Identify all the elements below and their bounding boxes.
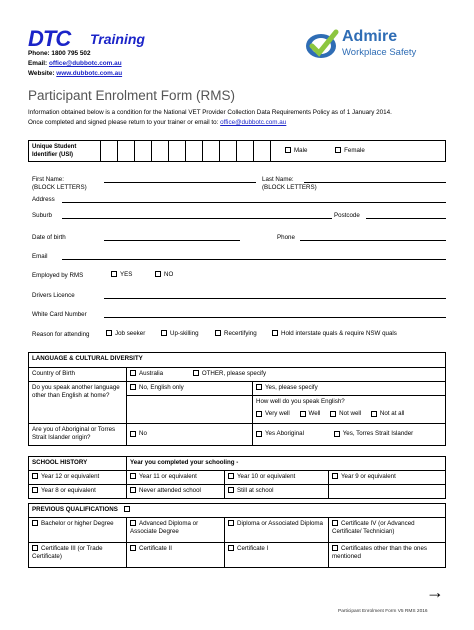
qualifications-table bbox=[28, 503, 446, 568]
employed-no-checkbox[interactable] bbox=[155, 271, 161, 277]
reason-interstate-checkbox[interactable] bbox=[272, 330, 278, 336]
dob-label: Date of birth bbox=[32, 234, 66, 241]
year-8-label: Year 8 or equivalent bbox=[41, 487, 96, 494]
intro-text bbox=[28, 108, 392, 128]
language-heading: LANGUAGE & CULTURAL DIVERSITY bbox=[29, 353, 446, 368]
year-10-label: Year 10 or equivalent bbox=[237, 473, 296, 480]
last-name-label: Last Name: bbox=[262, 176, 294, 183]
cert-other-label: Certificates other than the ones mentioned bbox=[332, 545, 427, 561]
employed-no-label: NO bbox=[164, 271, 174, 278]
blank-cell bbox=[329, 485, 446, 499]
suburb-field[interactable] bbox=[62, 218, 332, 219]
qual-option bbox=[225, 543, 329, 568]
employed-label: Employed by RMS bbox=[32, 272, 84, 279]
not-well-checkbox[interactable] bbox=[330, 411, 336, 417]
reason-job-seeker bbox=[106, 330, 145, 337]
cert-iv-checkbox[interactable] bbox=[332, 520, 338, 526]
qual-option bbox=[29, 543, 127, 568]
email-field[interactable] bbox=[62, 259, 446, 260]
address-field[interactable] bbox=[62, 202, 446, 203]
school-heading: SCHOOL HISTORY bbox=[29, 457, 127, 471]
abo-no-cell bbox=[127, 424, 253, 446]
school-year-heading: Year you completed your schooling - bbox=[127, 457, 446, 471]
year-11-label: Year 11 or equivalent bbox=[139, 473, 197, 480]
reason-upskilling bbox=[161, 330, 199, 337]
blank-cell bbox=[127, 396, 253, 424]
cert-iii-checkbox[interactable] bbox=[32, 545, 38, 551]
usi-digit-box[interactable] bbox=[237, 141, 254, 162]
usi-digit-box[interactable] bbox=[152, 141, 169, 162]
reason-job-seeker-checkbox[interactable] bbox=[106, 330, 112, 336]
other-country-label: OTHER, please specify bbox=[201, 370, 267, 377]
other-country-checkbox[interactable] bbox=[193, 370, 199, 376]
school-option bbox=[225, 471, 329, 485]
footer-text: Participant Enrolment Form V5 RMS 2016 bbox=[338, 609, 428, 614]
diploma-checkbox[interactable] bbox=[228, 520, 234, 526]
employed-yes-checkbox[interactable] bbox=[111, 271, 117, 277]
cert-i-label: Certificate I bbox=[237, 545, 269, 552]
abo-yes-cell bbox=[253, 424, 446, 446]
male-label: Male bbox=[294, 146, 308, 154]
no-english-checkbox[interactable] bbox=[130, 384, 136, 390]
qual-option bbox=[29, 518, 127, 543]
qual-option bbox=[329, 518, 446, 543]
intro-line-2-text: Once completed and signed please return to your trainer or email to: bbox=[28, 119, 221, 126]
well-label: Well bbox=[308, 410, 321, 418]
employed-no bbox=[155, 271, 173, 278]
postcode-field[interactable] bbox=[366, 218, 446, 219]
abo-no-checkbox[interactable] bbox=[130, 431, 136, 437]
qual-option bbox=[225, 518, 329, 543]
reason-job-seeker-label: Job seeker bbox=[115, 330, 146, 337]
usi-digit-box[interactable] bbox=[169, 141, 186, 162]
yes-specify-label: Yes, please specify bbox=[265, 384, 318, 391]
bachelor-checkbox[interactable] bbox=[32, 520, 38, 526]
contact-email-link[interactable]: office@dubbotc.com.au bbox=[48, 60, 122, 67]
other-language-question: Do you speak another language other than English at home? bbox=[29, 382, 127, 424]
address-label: Address bbox=[32, 196, 55, 203]
cert-iii-label: Certificate III (or Trade Certificate) bbox=[32, 545, 103, 561]
email-label: Email bbox=[32, 253, 48, 260]
qualifications-heading bbox=[29, 504, 446, 518]
male-checkbox[interactable] bbox=[285, 147, 291, 153]
admire-title: Admire bbox=[342, 28, 398, 45]
usi-label: Unique Student Identifier (USI) bbox=[29, 141, 101, 162]
language-table bbox=[28, 352, 446, 446]
qual-option bbox=[127, 543, 225, 568]
contact-website-label: Website: bbox=[28, 70, 57, 77]
no-english-cell bbox=[127, 382, 253, 396]
abo-yes-checkbox[interactable] bbox=[256, 431, 262, 437]
adv-diploma-checkbox[interactable] bbox=[130, 520, 136, 526]
usi-digit-box[interactable] bbox=[203, 141, 220, 162]
no-english-label: No, English only bbox=[139, 384, 184, 391]
female-checkbox[interactable] bbox=[335, 147, 341, 153]
dtc-logo-word: Training bbox=[90, 31, 145, 47]
contact-email-label: Email: bbox=[28, 60, 49, 67]
english-proficiency-cell bbox=[253, 396, 446, 424]
first-name-field[interactable] bbox=[104, 182, 256, 183]
aboriginal-question: Are you of Aboriginal or Torres Strait Islander origin? bbox=[29, 424, 127, 446]
licence-field[interactable] bbox=[104, 298, 446, 299]
employed-yes-label: YES bbox=[120, 271, 133, 278]
suburb-label: Suburb bbox=[32, 212, 52, 219]
yes-specify-checkbox[interactable] bbox=[256, 384, 262, 390]
phone-label: Phone bbox=[277, 234, 295, 241]
year-9-label: Year 9 or equivalent bbox=[341, 473, 396, 480]
cert-other-checkbox[interactable] bbox=[332, 545, 338, 551]
employed-yes bbox=[111, 271, 132, 278]
usi-digit-box[interactable] bbox=[118, 141, 135, 162]
usi-digit-box[interactable] bbox=[135, 141, 152, 162]
qual-option bbox=[329, 543, 446, 568]
school-table bbox=[28, 456, 446, 499]
gender-cell bbox=[271, 141, 446, 162]
abo-yes-label: Yes Aboriginal bbox=[265, 430, 304, 438]
reason-recertifying-checkbox[interactable] bbox=[215, 330, 221, 336]
admire-subtitle: Workplace Safety bbox=[342, 47, 417, 58]
phone-field[interactable] bbox=[300, 240, 446, 241]
next-page-arrow-icon[interactable]: → bbox=[426, 582, 444, 602]
yes-specify-cell bbox=[253, 382, 446, 396]
adv-diploma-label: Advanced Diploma or Associate Degree bbox=[130, 520, 199, 536]
intro-line-2 bbox=[28, 118, 392, 128]
qual-option bbox=[127, 518, 225, 543]
reason-interstate bbox=[272, 330, 397, 337]
school-option bbox=[29, 471, 127, 485]
diploma-label: Diploma or Associated Diploma bbox=[237, 520, 323, 527]
reason-upskilling-label: Up-skilling bbox=[170, 330, 199, 337]
not-at-all-checkbox[interactable] bbox=[371, 411, 377, 417]
very-well-checkbox[interactable] bbox=[256, 411, 262, 417]
intro-email-link[interactable]: office@dubbotc.com.au bbox=[220, 119, 287, 126]
white-card-field[interactable] bbox=[104, 317, 446, 318]
dtc-logo-letters: DTC bbox=[28, 26, 71, 51]
white-card-label: White Card Number bbox=[32, 311, 87, 318]
cert-ii-label: Certificate II bbox=[139, 545, 173, 552]
reason-recertifying bbox=[215, 330, 257, 337]
contact-phone: Phone: 1800 795 502 bbox=[28, 50, 91, 57]
qualifications-checkbox[interactable] bbox=[124, 506, 130, 512]
contact-website-row bbox=[28, 69, 122, 79]
first-name-note: (BLOCK LETTERS) bbox=[32, 184, 87, 191]
usi-digit-box[interactable] bbox=[186, 141, 203, 162]
year-9-checkbox[interactable] bbox=[332, 473, 338, 479]
page-title: Participant Enrolment Form (RMS) bbox=[28, 88, 236, 103]
usi-digit-box[interactable] bbox=[101, 141, 118, 162]
school-option bbox=[127, 471, 225, 485]
usi-digit-box[interactable] bbox=[220, 141, 237, 162]
intro-line-1: Information obtained below is a condition for the National VET Provider Collection Data Requirements Policy as of 1 January 2014. bbox=[28, 109, 392, 116]
not-well-label: Not well bbox=[339, 410, 362, 418]
reason-label: Reason for attending bbox=[32, 331, 90, 338]
never-attended-label: Never attended school bbox=[139, 487, 201, 494]
reason-upskilling-checkbox[interactable] bbox=[161, 330, 167, 336]
last-name-field[interactable] bbox=[304, 182, 446, 183]
never-attended-checkbox[interactable] bbox=[130, 487, 136, 493]
last-name-note: (BLOCK LETTERS) bbox=[262, 184, 317, 191]
still-at-school-checkbox[interactable] bbox=[228, 487, 234, 493]
licence-label: Drivers Licence bbox=[32, 292, 75, 299]
year-11-checkbox[interactable] bbox=[130, 473, 136, 479]
usi-digit-box[interactable] bbox=[254, 141, 271, 162]
cert-iv-label: Certificate IV (or Advanced Certificate/ Technician) bbox=[332, 520, 415, 536]
year-8-checkbox[interactable] bbox=[32, 487, 38, 493]
dtc-logo bbox=[28, 26, 154, 51]
reason-interstate-label: Hold interstate quals & require NSW quals bbox=[281, 330, 397, 337]
year-10-checkbox[interactable] bbox=[228, 473, 234, 479]
cert-i-checkbox[interactable] bbox=[228, 545, 234, 551]
abo-tsi-label: Yes, Torres Strait Islander bbox=[342, 430, 414, 438]
school-option bbox=[329, 471, 446, 485]
qualifications-heading-text: PREVIOUS QUALIFICATIONS bbox=[32, 506, 118, 513]
school-option bbox=[29, 485, 127, 499]
well-checkbox[interactable] bbox=[300, 411, 306, 417]
usi-table bbox=[28, 140, 446, 162]
australia-checkbox[interactable] bbox=[130, 370, 136, 376]
cert-ii-checkbox[interactable] bbox=[130, 545, 136, 551]
admire-logo bbox=[302, 26, 452, 62]
country-options bbox=[127, 368, 446, 382]
postcode-label: Postcode bbox=[334, 212, 360, 219]
reason-recertifying-label: Recertifying bbox=[224, 330, 257, 337]
school-option bbox=[225, 485, 329, 499]
bachelor-label: Bachelor or higher Degree bbox=[41, 520, 114, 527]
admire-swoosh-icon bbox=[302, 26, 340, 62]
australia-label: Australia bbox=[139, 370, 164, 377]
country-label: Country of Birth bbox=[29, 368, 127, 382]
not-at-all-label: Not at all bbox=[379, 410, 405, 418]
abo-tsi-checkbox[interactable] bbox=[334, 431, 340, 437]
school-option bbox=[127, 485, 225, 499]
how-well-label: How well do you speak English? bbox=[256, 398, 345, 405]
very-well-label: Very well bbox=[265, 410, 290, 418]
first-name-label: First Name: bbox=[32, 176, 64, 183]
abo-no-label: No bbox=[139, 430, 147, 438]
contact-website-link[interactable]: www.dubbotc.com.au bbox=[56, 70, 123, 77]
year-12-label: Year 12 or equivalent bbox=[41, 473, 100, 480]
contact-email-row bbox=[28, 59, 122, 69]
year-12-checkbox[interactable] bbox=[32, 473, 38, 479]
dob-field[interactable] bbox=[104, 240, 240, 241]
contact-block bbox=[28, 49, 122, 79]
still-at-school-label: Still at school bbox=[237, 487, 274, 494]
female-label: Female bbox=[344, 146, 365, 154]
